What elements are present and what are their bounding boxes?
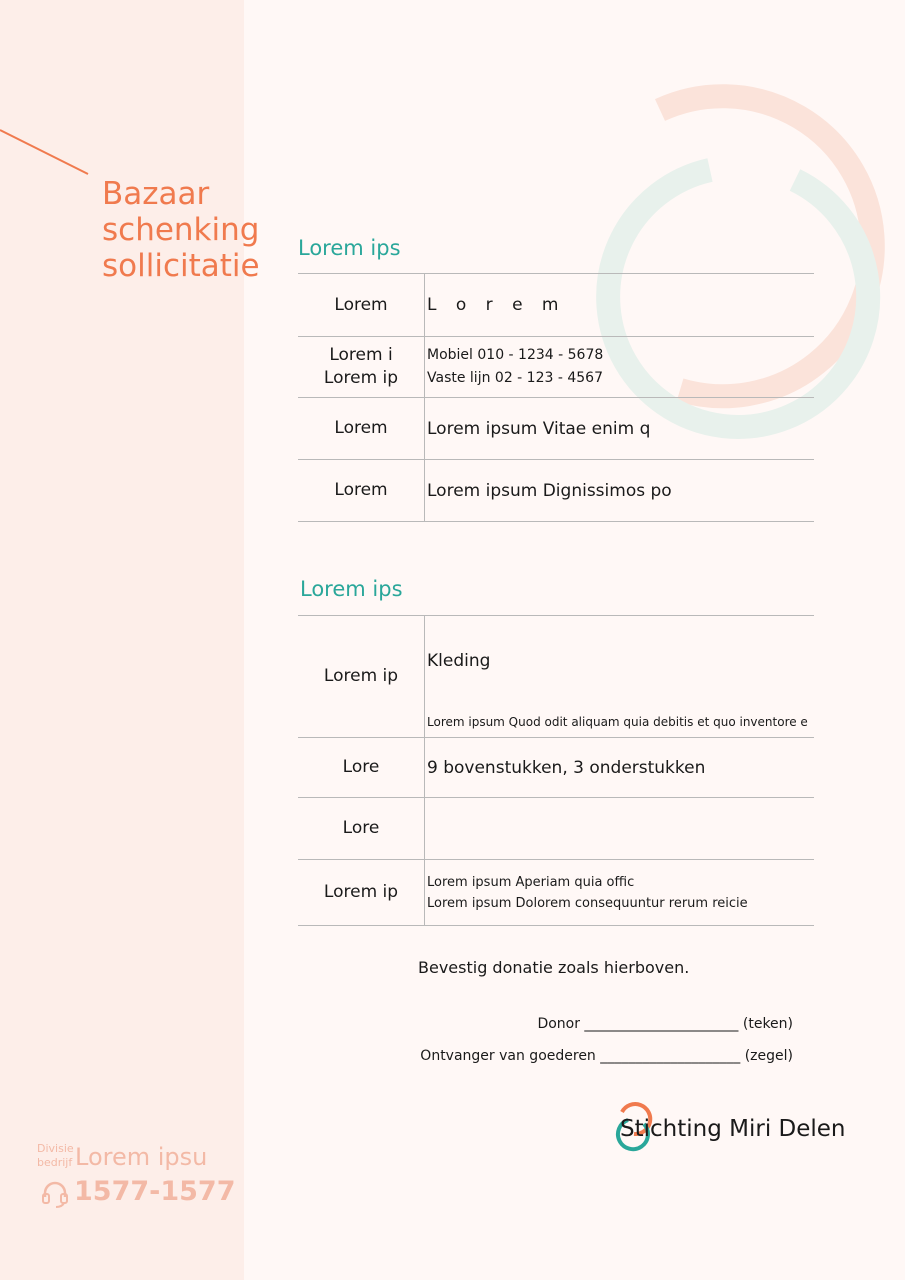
footer-phone-number: 1577-1577 — [74, 1176, 236, 1207]
row-label: Lore — [298, 738, 425, 798]
table-row — [298, 274, 814, 337]
row-value: 9 bovenstukken, 3 onderstukken — [425, 738, 815, 798]
division-line: Divisie — [37, 1142, 74, 1155]
footer-division-label — [37, 1142, 74, 1170]
row-label: Lorem — [298, 460, 425, 522]
table-row — [298, 860, 814, 926]
table-row — [298, 616, 814, 738]
headset-icon — [40, 1180, 70, 1210]
goods-note: Lorem ipsum Quod odit aliquam quia debitis et quo inventore e — [427, 715, 808, 729]
donor-info-table — [298, 273, 814, 522]
section2-heading: Lorem ips — [300, 577, 403, 601]
organization-name: Stichting Miri Delen — [620, 1116, 846, 1142]
confirmation-text: Bevestig donatie zoals hierboven. — [418, 958, 690, 977]
row-label: Lorem — [298, 274, 425, 337]
row-value: Lorem ipsum Vitae enim q — [425, 398, 815, 460]
title-line-2: schenking — [102, 212, 260, 248]
donor-signature-line: Donor ______________________ (teken) — [537, 1016, 793, 1032]
goods-table — [298, 615, 814, 926]
footer-company-name: Lorem ipsu — [75, 1143, 208, 1171]
landline-phone: Vaste lijn 02 - 123 - 4567 — [427, 370, 603, 386]
row-label-line: Lorem ip — [323, 368, 399, 388]
row-value — [425, 616, 815, 738]
row-label-line: Lorem i — [329, 345, 393, 365]
row-label: Lorem ip — [298, 616, 425, 738]
row-label — [298, 337, 425, 398]
title-line-1: Bazaar — [102, 176, 210, 212]
row-value — [425, 798, 815, 860]
row-value — [425, 337, 815, 398]
table-row — [298, 798, 814, 860]
table-row — [298, 460, 814, 522]
division-line: bedrijf — [37, 1156, 73, 1169]
row-value — [425, 860, 815, 926]
receiver-signature-line: Ontvanger van goederen ____________________ (zegel) — [420, 1048, 793, 1064]
row-value: Lorem ipsum Dignissimos po — [425, 460, 815, 522]
goods-category: Kleding — [427, 651, 491, 671]
value-line: Lorem ipsum Dolorem consequuntur rerum reicie — [427, 895, 748, 911]
mobile-phone: Mobiel 010 - 1234 - 5678 — [427, 347, 604, 363]
section1-heading: Lorem ips — [298, 236, 401, 260]
title-line-3: sollicitatie — [102, 248, 260, 284]
row-label: Lorem ip — [298, 860, 425, 926]
row-label: Lore — [298, 798, 425, 860]
table-row — [298, 738, 814, 798]
accent-line — [0, 0, 100, 200]
row-label: Lorem — [298, 398, 425, 460]
table-row — [298, 398, 814, 460]
table-row — [298, 337, 814, 398]
value-line: Lorem ipsum Aperiam quia offic — [427, 874, 635, 890]
document-title — [102, 176, 302, 284]
row-value: L o r e m — [425, 274, 815, 337]
